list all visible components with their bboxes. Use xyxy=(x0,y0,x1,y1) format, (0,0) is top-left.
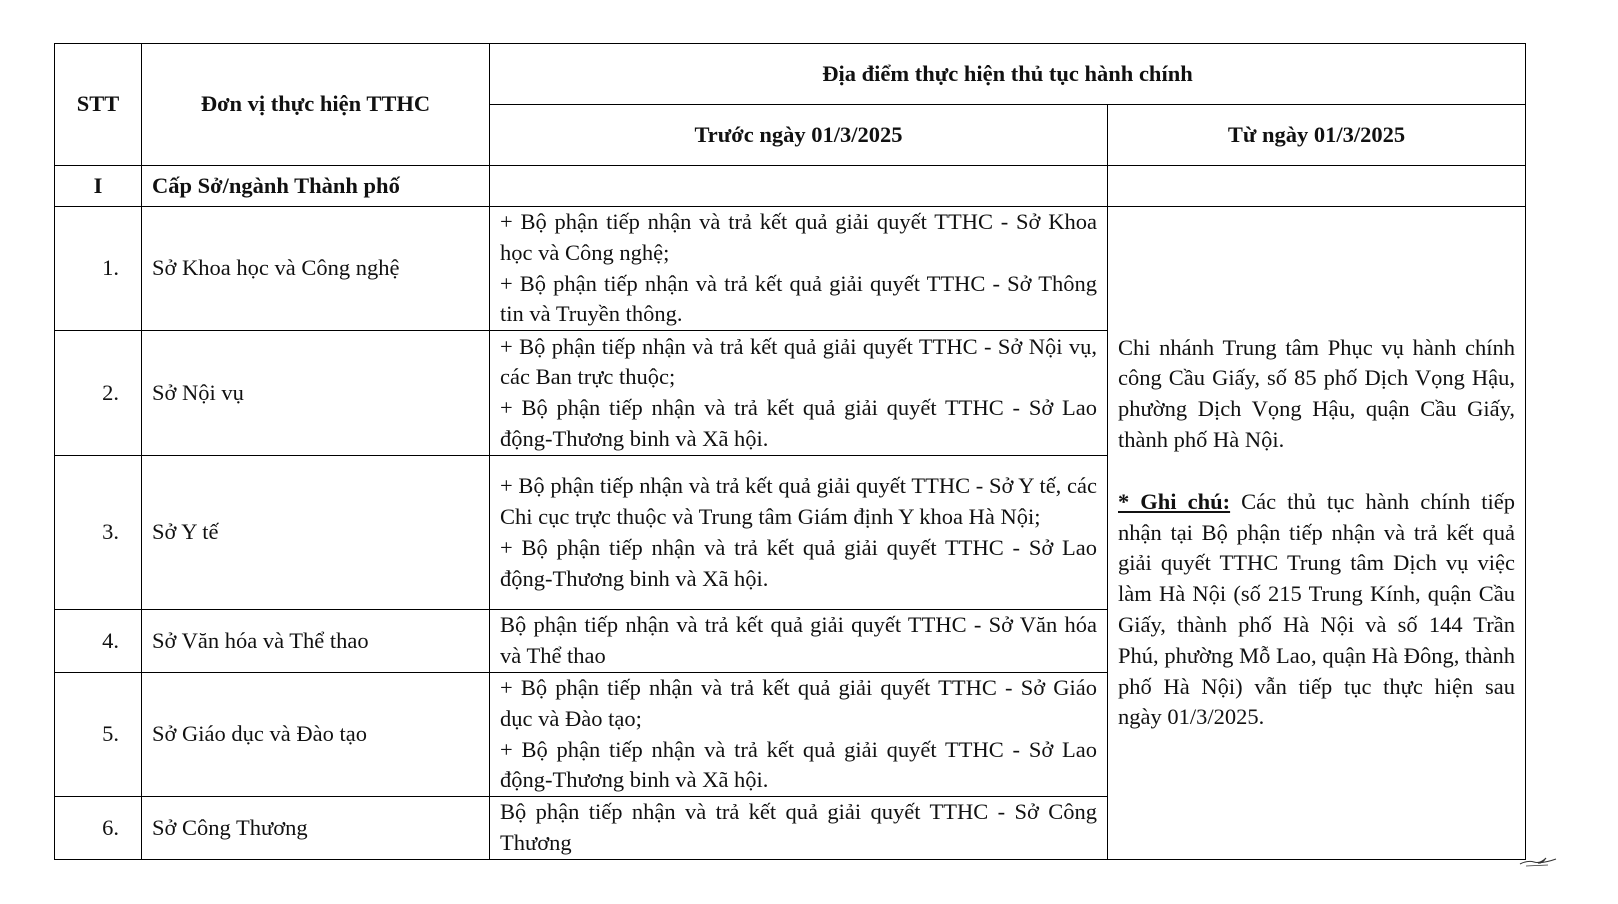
row-unit: Sở Công Thương xyxy=(142,797,490,860)
location-line: + Bộ phận tiếp nhận và trả kết quả giải quyết TTHC - Sở Lao động-Thương binh và Xã hội. xyxy=(500,395,1097,452)
header-stt: STT xyxy=(55,44,142,166)
location-line: Bộ phận tiếp nhận và trả kết quả giải quyết TTHC - Sở Công Thương xyxy=(500,799,1097,855)
procedure-location-table xyxy=(54,43,1526,860)
row-location-before xyxy=(490,672,1108,796)
header-location: Địa điểm thực hiện thủ tục hành chính xyxy=(490,44,1526,105)
row-number: 3. xyxy=(55,456,142,610)
row-number: 4. xyxy=(55,610,142,673)
header-from-date: Từ ngày 01/3/2025 xyxy=(1108,105,1526,166)
row-unit: Sở Y tế xyxy=(142,456,490,610)
section-number: I xyxy=(55,166,142,207)
new-location-note xyxy=(1118,487,1515,734)
header-row-1 xyxy=(55,44,1526,105)
note-label: * Ghi chú: xyxy=(1118,488,1231,514)
location-line: Bộ phận tiếp nhận và trả kết quả giải quyết TTHC - Sở Văn hóa và Thể thao xyxy=(500,612,1097,669)
row-location-before xyxy=(490,456,1108,610)
section-empty-cell xyxy=(1108,166,1526,207)
row-location-before xyxy=(490,610,1108,673)
signature-mark xyxy=(1518,850,1558,868)
header-unit: Đơn vị thực hiện TTHC xyxy=(142,44,490,166)
new-location-address: Chi nhánh Trung tâm Phục vụ hành chính công Cầu Giấy, số 85 phố Dịch Vọng Hậu, phường Dịch Vọng Hậu, quận Cầu Giấy, thành phố Hà Nội. xyxy=(1118,334,1515,452)
location-line: + Bộ phận tiếp nhận và trả kết quả giải quyết TTHC - Sở Lao động-Thương binh và Xã hội. xyxy=(500,534,1097,591)
row-number: 2. xyxy=(55,331,142,456)
row-unit: Sở Văn hóa và Thể thao xyxy=(142,610,490,673)
section-row xyxy=(55,166,1526,207)
location-line: + Bộ phận tiếp nhận và trả kết quả giải quyết TTHC - Sở Lao động-Thương binh và Xã hội. xyxy=(500,736,1097,793)
section-title: Cấp Sở/ngành Thành phố xyxy=(142,166,490,207)
location-line: + Bộ phận tiếp nhận và trả kết quả giải quyết TTHC - Sở Khoa học và Công nghệ; xyxy=(500,209,1097,265)
table-row xyxy=(55,207,1526,331)
header-before-date: Trước ngày 01/3/2025 xyxy=(490,105,1108,166)
row-number: 6. xyxy=(55,797,142,860)
location-line: + Bộ phận tiếp nhận và trả kết quả giải quyết TTHC - Sở Nội vụ, các Ban trực thuộc; xyxy=(500,333,1097,390)
row-unit: Sở Nội vụ xyxy=(142,331,490,456)
location-line: + Bộ phận tiếp nhận và trả kết quả giải quyết TTHC - Sở Y tế, các Chi cục trực thuộc và Trung tâm Giám định Y khoa Hà Nội; xyxy=(500,473,1097,529)
new-location-cell xyxy=(1108,207,1526,860)
row-location-before xyxy=(490,207,1108,331)
row-unit: Sở Khoa học và Công nghệ xyxy=(142,207,490,331)
row-number: 5. xyxy=(55,672,142,796)
row-location-before xyxy=(490,331,1108,456)
row-unit: Sở Giáo dục và Đào tạo xyxy=(142,672,490,796)
row-location-before xyxy=(490,797,1108,860)
location-line: + Bộ phận tiếp nhận và trả kết quả giải quyết TTHC - Sở Thông tin và Truyền thông. xyxy=(500,270,1097,327)
row-number: 1. xyxy=(55,207,142,331)
location-line: + Bộ phận tiếp nhận và trả kết quả giải quyết TTHC - Sở Giáo dục và Đào tạo; xyxy=(500,674,1097,731)
section-empty-cell xyxy=(490,166,1108,207)
note-text: Các thủ tục hành chính tiếp nhận tại Bộ phận tiếp nhận và trả kết quả giải quyết TTHC Trung tâm Dịch vụ việc làm Hà Nội (số 215 Trung Kính, quận Cầu Giấy, thành phố Hà Nội và số 144 Trần Phú, phường Mỗ Lao, quận Hà Đông, thành phố Hà Nội) vẫn tiếp tục thực hiện sau ngày 01/3/2025. xyxy=(1118,488,1515,730)
